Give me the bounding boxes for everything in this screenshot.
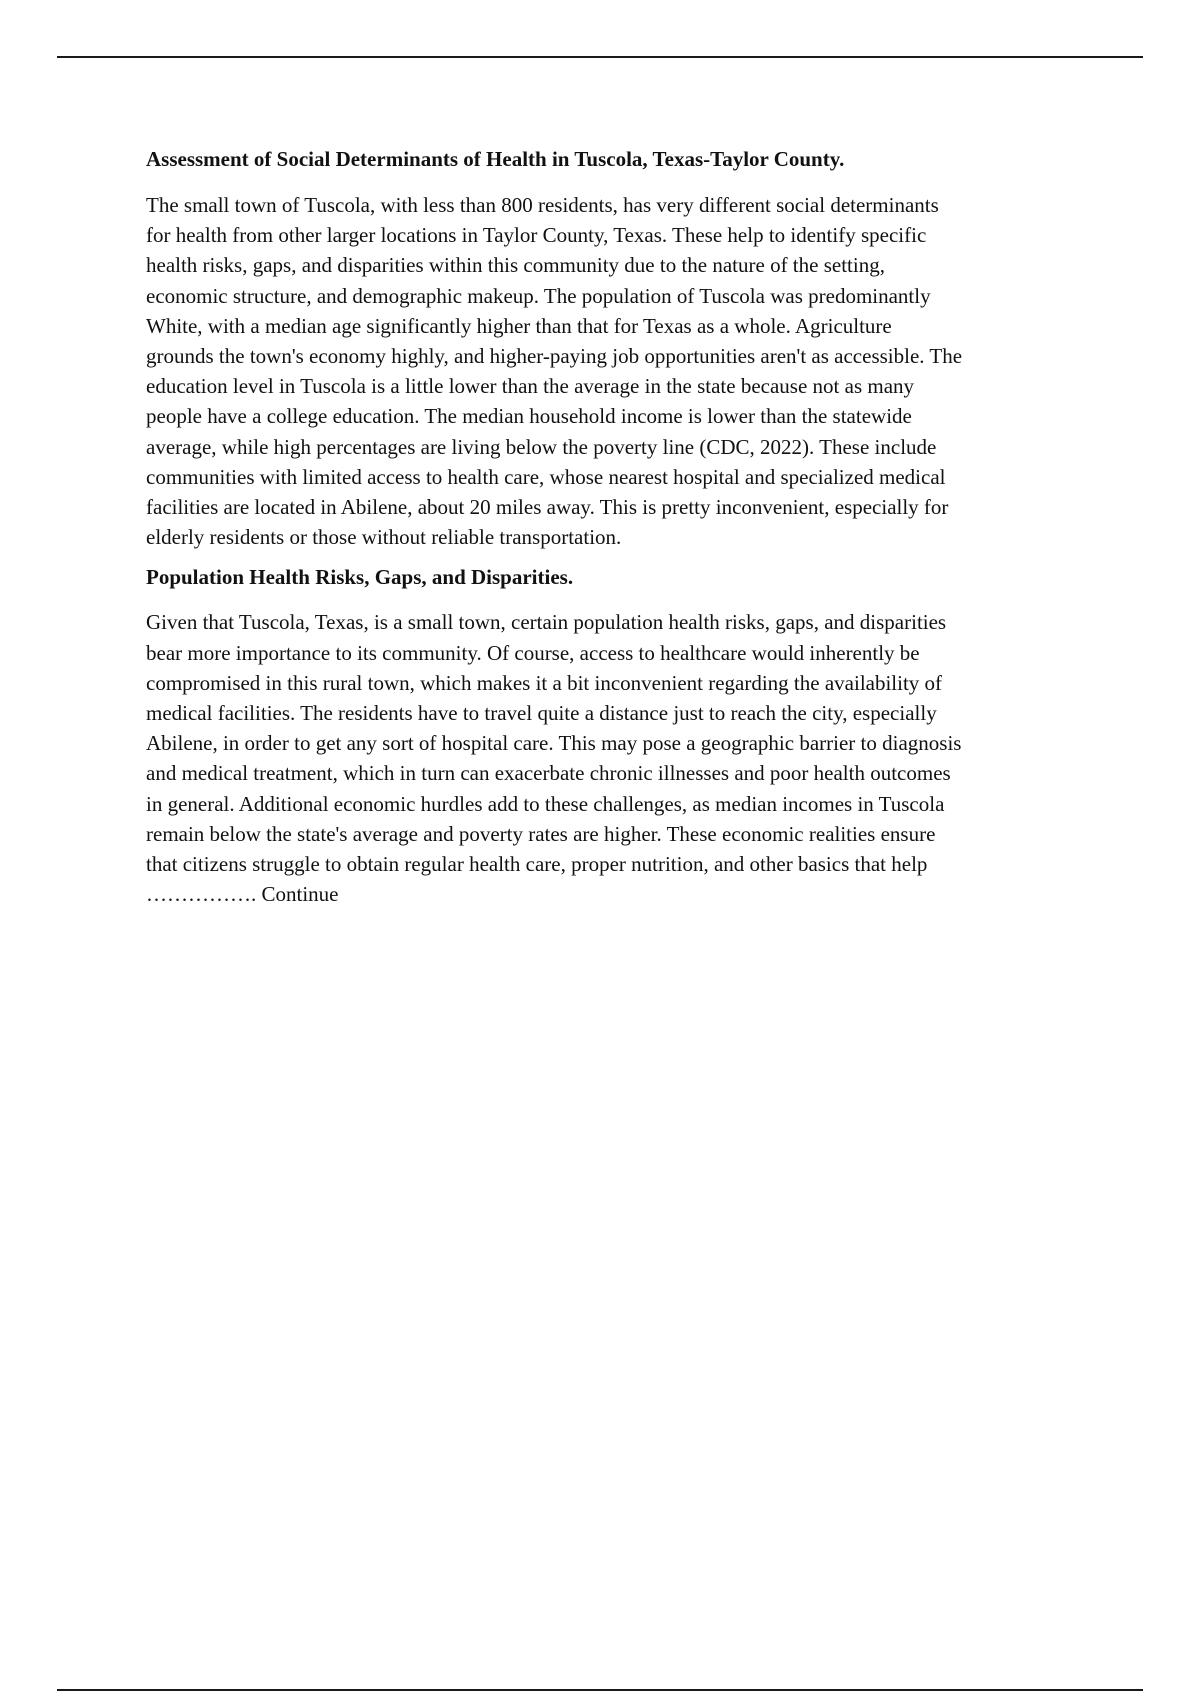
paragraph-risks: Given that Tuscola, Texas, is a small town, certain population health risks, gaps, and disparities bear more importance to its community. Of course, access to healthcare would inherently be compromised in this rural town, which makes it a bit inconvenient regarding the availability of medical facilities. The residents have to travel quite a distance just to reach the city, especially Abilene, in order to get any sort of hospital care. This may pose a geographic barrier to diagnosis and medical treatment, which in turn can exacerbate chronic illnesses and poor health outcomes in general. Additional economic hurdles add to these challenges, as median incomes in Tuscola remain below the state's average and poverty rates are higher. These economic realities ensure that citizens struggle to obtain regular health care, proper nutrition, and other basics that help ……………. Continue [146, 610, 962, 907]
document-title: Assessment of Social Determinants of Health in Tuscola, Texas-Taylor County. [146, 147, 845, 171]
section-heading: Population Health Risks, Gaps, and Disparities. [146, 565, 574, 590]
document-body [146, 144, 1096, 909]
paragraph-intro: The small town of Tuscola, with less than 800 residents, has very different social determinants for health from other larger locations in Taylor County, Texas. These help to identify specific health risks, gaps, and disparities within this community due to the nature of the setting, economic structure, and demographic makeup. The population of Tuscola was predominantly White, with a median age significantly higher than that for Texas as a whole. Agriculture grounds the town's economy highly, and higher-paying job opportunities aren't as accessible. The education level in Tuscola is a little lower than the average in the state because not as many people have a college education. The median household income is lower than the statewide average, while high percentages are living below the poverty line (CDC, 2022). These include communities with limited access to health care, whose nearest hospital and specialized medical facilities are located in Abilene, about 20 miles away. This is pretty inconvenient, especially for elderly residents or those without reliable transportation. [146, 193, 963, 550]
bottom-rule [57, 1689, 1143, 1691]
top-rule [57, 56, 1143, 58]
